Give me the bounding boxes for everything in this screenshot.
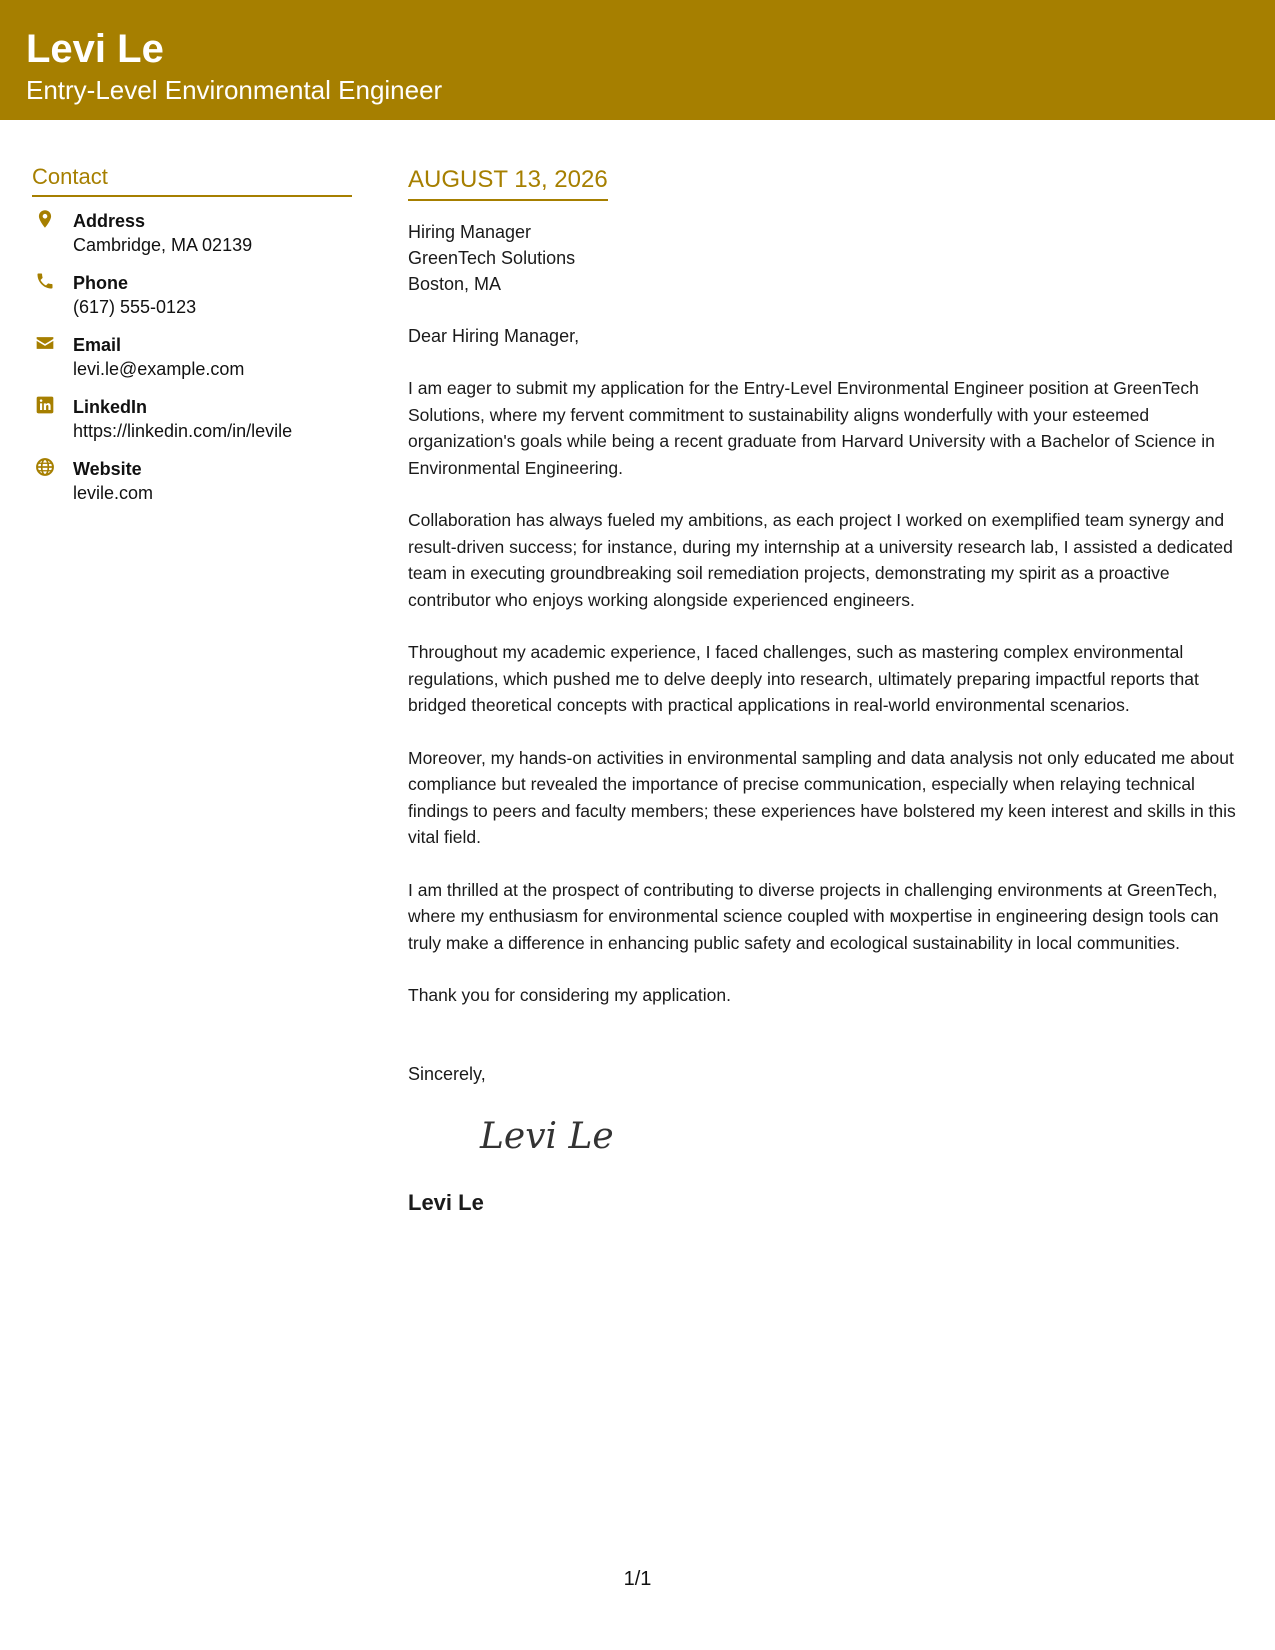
contact-sidebar	[32, 163, 352, 519]
applicant-title: Entry-Level Environmental Engineer	[26, 75, 443, 105]
contact-section-title: Contact	[32, 163, 352, 197]
recipient-line: Hiring Manager	[408, 222, 532, 242]
letter-body	[408, 165, 1254, 1217]
contact-value-email: levi.le@example.com	[73, 359, 245, 379]
contact-item-phone	[32, 271, 352, 319]
contact-label-linkedin: LinkedIn	[73, 397, 148, 417]
letter-paragraph: Collaboration has always fueled my ambitions, as each project I worked on exemplified team synergy and result-driven success; for instance, during my internship at a university research lab, I assisted a dedicated team in executing groundbreaking soil remediation projects, demonstrating my spirit as a proactive contributor who enjoys working alongside experienced engineers.	[408, 510, 1233, 610]
contact-value-website: levile.com	[73, 483, 154, 503]
contact-value-linkedin: https://linkedin.com/in/levile	[73, 421, 293, 441]
recipient-block	[408, 219, 1254, 297]
handwritten-signature: Levi Le	[480, 1115, 614, 1157]
contact-list	[32, 209, 352, 505]
globe-icon	[35, 457, 57, 479]
letter-paragraphs	[408, 375, 1254, 1009]
contact-value-phone: (617) 555-0123	[73, 297, 197, 317]
letter-greeting: Dear Hiring Manager,	[408, 326, 580, 346]
contact-item-address	[32, 209, 352, 257]
envelope-icon	[35, 333, 57, 355]
contact-label-email: Email	[73, 335, 122, 355]
contact-item-website	[32, 457, 352, 505]
map-pin-icon	[35, 209, 57, 231]
signer-name: Levi Le	[408, 1189, 484, 1215]
letter-date: AUGUST 13, 2026	[408, 165, 608, 201]
contact-label-address: Address	[73, 211, 146, 231]
recipient-line: Boston, MA	[408, 274, 502, 294]
letter-paragraph: Thank you for considering my application.	[408, 985, 731, 1005]
letter-paragraph: I am thrilled at the prospect of contributing to diverse projects in challenging environments at GreenTech, where my enthusiasm for environmental science coupled with мoxpertise in engineering design tools can truly make a difference in enhancing public safety and ecological sustainability in local communities.	[408, 879, 1219, 953]
page-header	[0, 0, 1275, 120]
contact-label-website: Website	[73, 459, 142, 479]
contact-value-address: Cambridge, MA 02139	[73, 235, 253, 255]
page-number: 1/1	[623, 1568, 652, 1590]
contact-item-linkedin	[32, 395, 352, 443]
letter-paragraph: Moreover, my hands-on activities in environmental sampling and data analysis not only educated me about compliance but revealed the importance of precise communication, especially when relaying technical findings to peers and faculty members; these experiences have bolstered my keen interest and skills in this vital field.	[408, 747, 1236, 847]
letter-paragraph: Throughout my academic experience, I faced challenges, such as mastering complex environmental regulations, which pushed me to delve deeply into research, ultimately preparing impactful reports that bridged theoretical concepts with practical applications in real-world environmental scenarios.	[408, 642, 1199, 715]
recipient-line: GreenTech Solutions	[408, 248, 576, 268]
phone-icon	[35, 271, 57, 293]
contact-item-email	[32, 333, 352, 381]
letter-closing: Sincerely,	[408, 1063, 486, 1084]
contact-label-phone: Phone	[73, 273, 129, 293]
linkedin-icon	[35, 395, 57, 417]
letter-paragraph: I am eager to submit my application for the Entry-Level Environmental Engineer position at GreenTech Solutions, where my fervent commitment to sustainability aligns wonderfully with your esteemed organization's goals while being a recent graduate from Harvard University with a Bachelor of Science in Environmental Engineering.	[408, 378, 1215, 478]
applicant-name: Levi Le	[26, 27, 164, 71]
